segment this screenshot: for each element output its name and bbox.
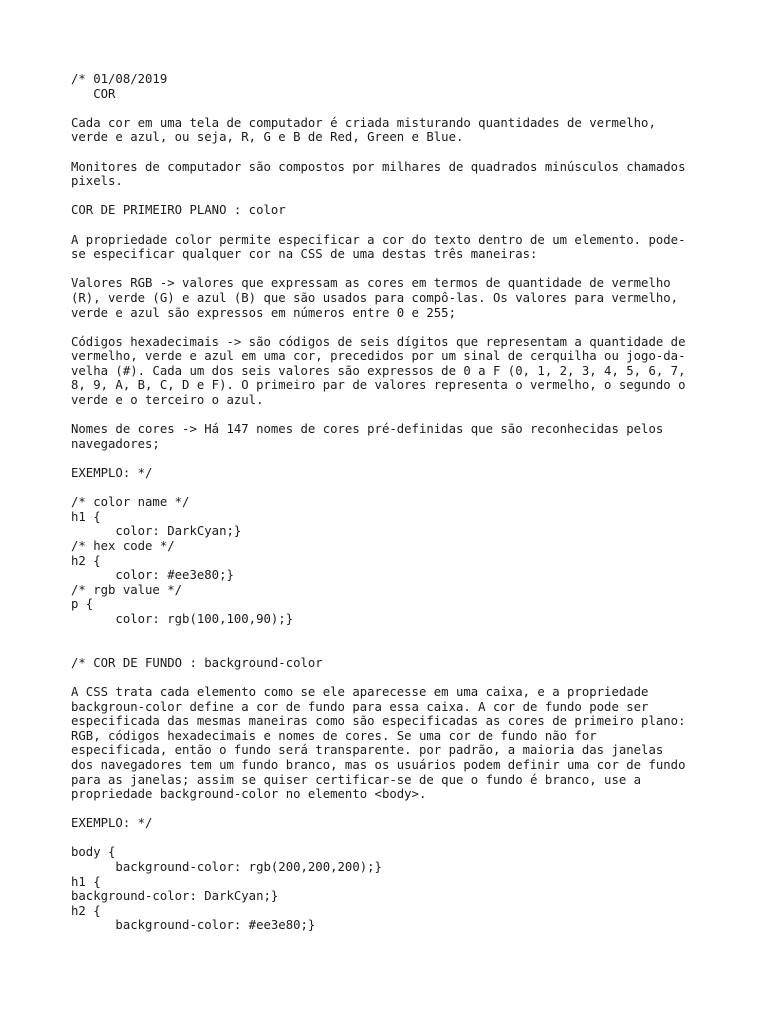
text-line: color: DarkCyan;} xyxy=(71,524,242,539)
text-line: h2 { xyxy=(71,903,101,918)
blank-line xyxy=(71,408,711,423)
text-line: velha (#). Cada um dos seis valores são expressos de 0 a F (0, 1, 2, 3, 4, 5, 6, 7, xyxy=(71,363,686,378)
text-line: background-color: rgb(200,200,200);} xyxy=(71,860,382,875)
blank-line xyxy=(71,670,711,685)
text-line: background-color: #ee3e80;} xyxy=(71,918,316,933)
text-line: verde e azul, ou seja, R, G e B de Red, Green e Blue. xyxy=(71,130,464,145)
text-line: 8, 9, A, B, C, D e F). O primeiro par de valores representa o vermelho, o segundo o xyxy=(71,378,686,393)
text-line: /* hex code */ xyxy=(71,539,175,553)
blank-line xyxy=(71,320,711,335)
blank-line xyxy=(71,218,711,233)
blank-line xyxy=(71,481,711,496)
text-line: h2 { xyxy=(71,553,101,568)
blank-line xyxy=(71,145,711,160)
text-line: Monitores de computador são compostos por milhares de quadrados minúsculos chamados xyxy=(71,159,686,174)
text-line: /* rgb value */ xyxy=(71,582,183,597)
text-line: h1 { xyxy=(71,509,101,524)
text-line: se especificar qualquer cor na CSS de uma destas três maneiras: xyxy=(71,247,538,262)
text-line: A propriedade color permite especificar a cor do texto dentro de um elemento. pode- xyxy=(71,232,686,247)
text-line: Cada cor em uma tela de computador é criada misturando quantidades de vermelho, xyxy=(71,115,656,130)
blank-line xyxy=(71,627,711,642)
text-line: COR DE PRIMEIRO PLANO : color xyxy=(71,203,286,218)
text-line: color: rgb(100,100,90);} xyxy=(71,611,294,626)
text-line: h1 { xyxy=(71,874,101,889)
text-line: A CSS trata cada elemento como se ele aparecesse em uma caixa, e a propriedade xyxy=(71,684,649,699)
text-line: dos navegadores tem um fundo branco, mas os usuários podem definir uma cor de fundo xyxy=(71,757,686,772)
blank-line xyxy=(71,101,711,116)
text-line: vermelho, verde e azul em uma cor, precedidos por um sinal de cerquilha ou jogo-da- xyxy=(71,349,686,364)
text-line: verde e o terceiro o azul. xyxy=(71,393,264,408)
text-line: p { xyxy=(71,597,94,612)
text-line: Nomes de cores -> Há 147 nomes de cores pré-definidas que são reconhecidas pelos xyxy=(71,422,664,437)
text-line: /* color name */ xyxy=(71,495,190,510)
blank-line xyxy=(71,262,711,277)
text-line: navegadores; xyxy=(71,436,160,451)
text-line: para as janelas; assim se quiser certificar-se de que o fundo é branco, use a xyxy=(71,772,642,787)
blank-line xyxy=(71,451,711,466)
text-line: verde e azul são expressos em números entre 0 e 255; xyxy=(71,305,456,320)
text-line: especificada, então o fundo será transparente. por padrão, a maioria das janelas xyxy=(71,743,664,758)
text-line: Valores RGB -> valores que expressam as cores em termos de quantidade de vermelho xyxy=(71,276,671,291)
text-line: body { xyxy=(71,845,116,860)
text-line: color: #ee3e80;} xyxy=(71,568,234,583)
blank-line xyxy=(71,831,711,846)
text-line: backgroun-color define a cor de fundo para essa caixa. A cor de fundo pode ser xyxy=(71,699,649,714)
text-line: EXEMPLO: */ xyxy=(71,816,153,831)
text-line: COR xyxy=(71,86,116,101)
text-line: Códigos hexadecimais -> são códigos de seis dígitos que representam a quantidade de xyxy=(71,334,686,349)
text-line: propriedade background-color no elemento <body>. xyxy=(71,787,427,802)
blank-line xyxy=(71,189,711,204)
text-line: /* 01/08/2019 xyxy=(71,72,168,86)
document-body xyxy=(71,72,711,933)
text-line: especificada das mesmas maneiras como são especificadas as cores de primeiro plano: xyxy=(71,714,686,729)
text-line: pixels. xyxy=(71,174,123,189)
text-line: background-color: DarkCyan;} xyxy=(71,889,279,904)
text-line: /* COR DE FUNDO : background-color xyxy=(71,655,323,670)
text-line: RGB, códigos hexadecimais e nomes de cores. Se uma cor de fundo não for xyxy=(71,728,597,743)
blank-line xyxy=(71,802,711,817)
text-line: (R), verde (G) e azul (B) que são usados para compô-las. Os valores para vermelho, xyxy=(71,290,679,305)
text-line: EXEMPLO: */ xyxy=(71,466,153,481)
blank-line xyxy=(71,641,711,656)
